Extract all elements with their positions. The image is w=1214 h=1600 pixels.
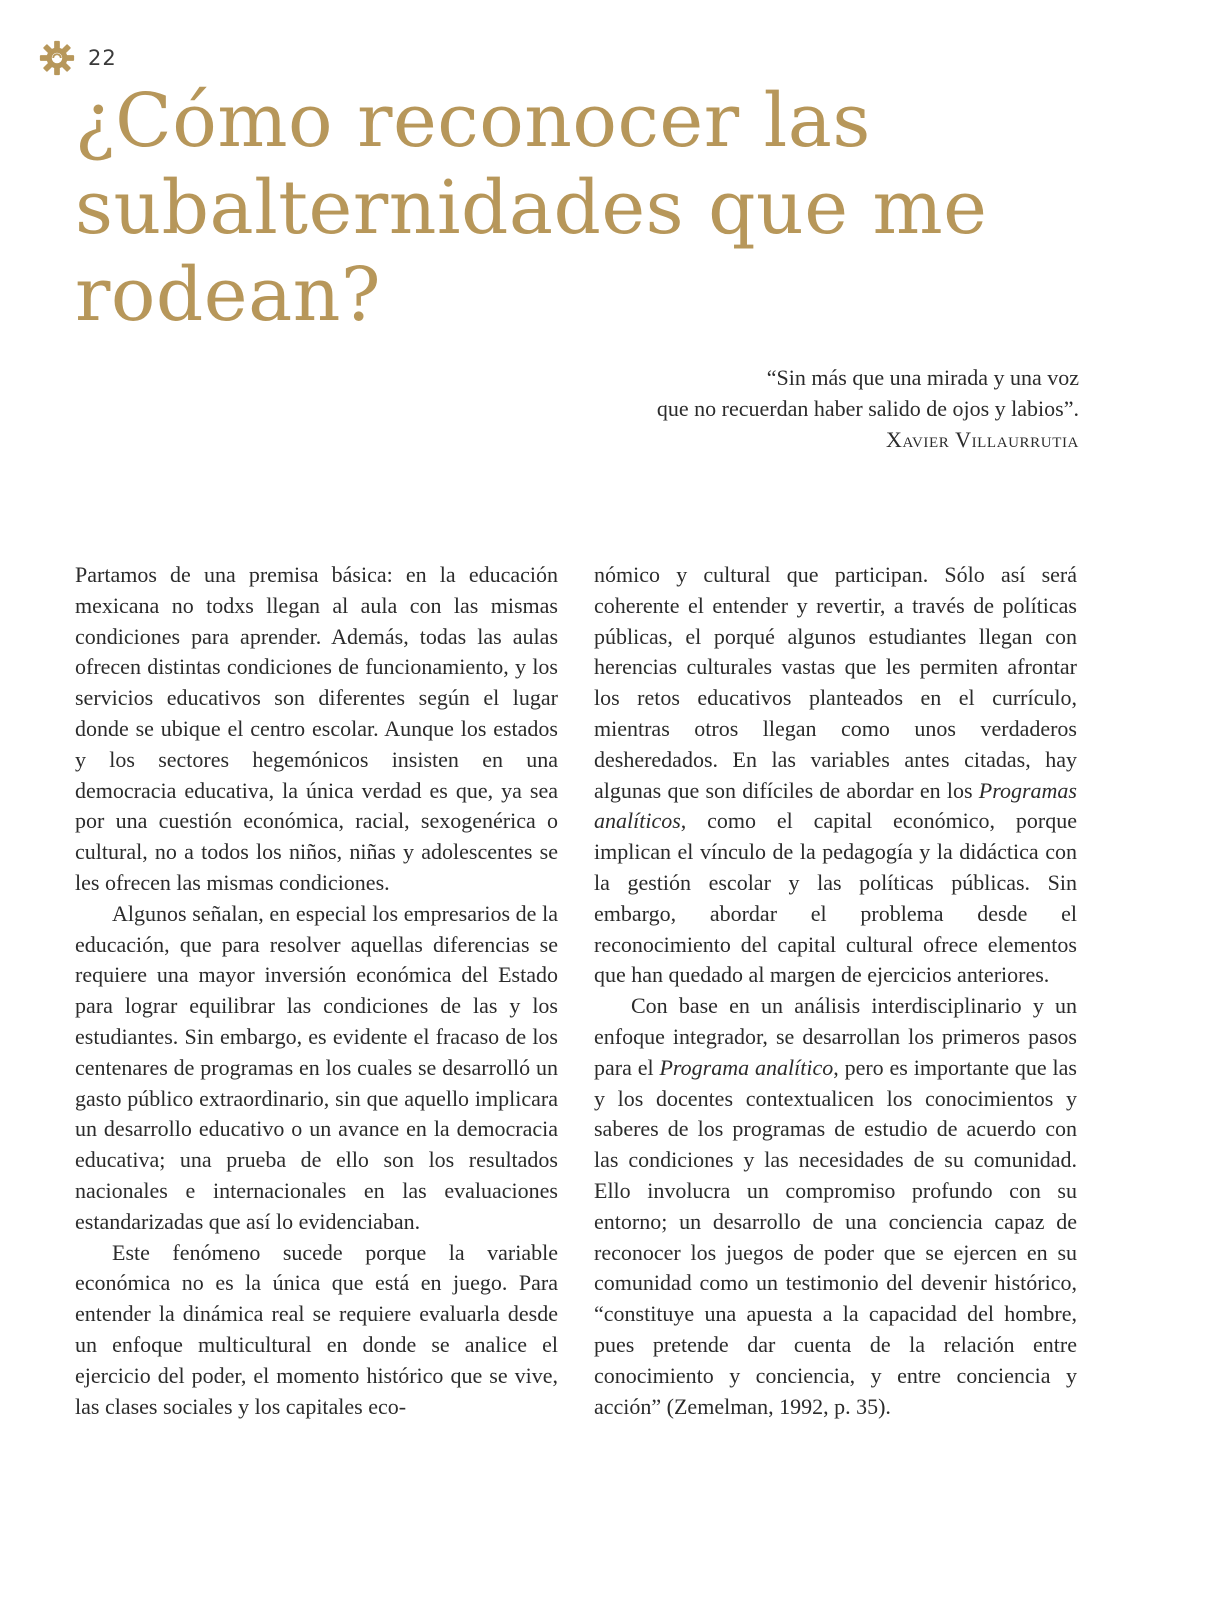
paragraph (594, 560, 1077, 991)
epigraph (519, 362, 1079, 455)
page-number: 22 (88, 46, 117, 70)
gear-logo-icon (38, 39, 76, 77)
epigraph-line-1: “Sin más que una mirada y una voz (766, 365, 1079, 390)
page-header (38, 38, 117, 78)
paragraph: Algunos señalan, en especial los empresarios de la educación, que para resolver aquellas diferencias se requiere una mayor inversión económica del Estado para lograr equilibrar las condiciones de las y los estudiantes. Sin embargo, es evidente el fracaso de los centenares de programas en los cuales se desarrolló un gasto público extraordinario, sin que aquello implicara un desarrollo educativo o un avance en la democracia educativa; una prueba de ello son los resultados nacionales e internacionales en las evaluaciones estandarizadas que así lo evidenciaban. (75, 900, 558, 1234)
text-run: Con base en un análisis interdisciplinario y un enfoque integrador, se desarrollan los primeros pasos para el (594, 993, 1077, 1080)
text-run: , pero es importante que las y los docentes contextualicen los conocimientos y saberes de los programas de estudio de acuerdo con las condiciones y las necesidades de su comunidad. Ello involucra un compromiso profundo con su entorno; un desarrollo de una conciencia capaz de reconocer los juegos de poder que se ejercen en su comunidad como un testimonio del devenir histórico, “constituye una apuesta a la capacidad del hombre, pues pretende dar cuenta de la relación entre conocimiento y conciencia, y entre conciencia y acción” (Zemelman, 1992, p. 35). (594, 1054, 1077, 1419)
epigraph-line-2: que no recuerdan haber salido de ojos y labios”. (656, 396, 1079, 421)
epigraph-author: Xavier Villaurrutia (886, 427, 1079, 452)
body-column-left (75, 560, 558, 1422)
paragraph: Este fenómeno sucede porque la variable económica no es la única que está en juego. Para entender la dinámica real se requiere evaluarla desde un enfoque multicultural en donde se analice el ejercicio del poder, el momento histórico que se vive, las clases sociales y los capitales eco- (75, 1239, 558, 1419)
article-title: ¿Cómo reconocer las subalternidades que me rodean? (75, 78, 988, 338)
italic-term: Programas analíticos (594, 777, 1077, 834)
paragraph: Partamos de una premisa básica: en la educación mexicana no todxs llegan al aula con las mismas condiciones para aprender. Además, todas las aulas ofrecen distintas condiciones de funcionamiento, y los servicios educativos son diferentes según el lugar donde se ubique el centro escolar. Aunque los estados y los sectores hegemónicos insisten en una democracia educativa, la única verdad es que, ya sea por una cuestión económica, racial, sexogenérica o cultural, no a todos los niños, niñas y adolescentes se les ofrecen las mismas condiciones. (75, 562, 558, 895)
text-run: nómico y cultural que participan. Sólo así será coherente el entender y revertir, a través de políticas públicas, el porqué algunos estudiantes llegan con herencias culturales vastas que les permiten afrontar los retos educativos planteados en el currículo, mientras otros llegan como unos verdaderos desheredados. En las variables antes citadas, hay algunas que son difíciles de abordar en los (594, 562, 1077, 803)
paragraph (594, 991, 1077, 1422)
body-column-right (594, 560, 1077, 1422)
text-run: , como el capital económico, porque implican el vínculo de la pedagogía y la didáctica con la gestión escolar y las políticas públicas. Sin embargo, abordar el problema desde el reconocimiento del capital cultural ofrece elementos que han quedado al margen de ejercicios anteriores. (594, 808, 1077, 988)
italic-term: Programa analítico (659, 1054, 834, 1080)
